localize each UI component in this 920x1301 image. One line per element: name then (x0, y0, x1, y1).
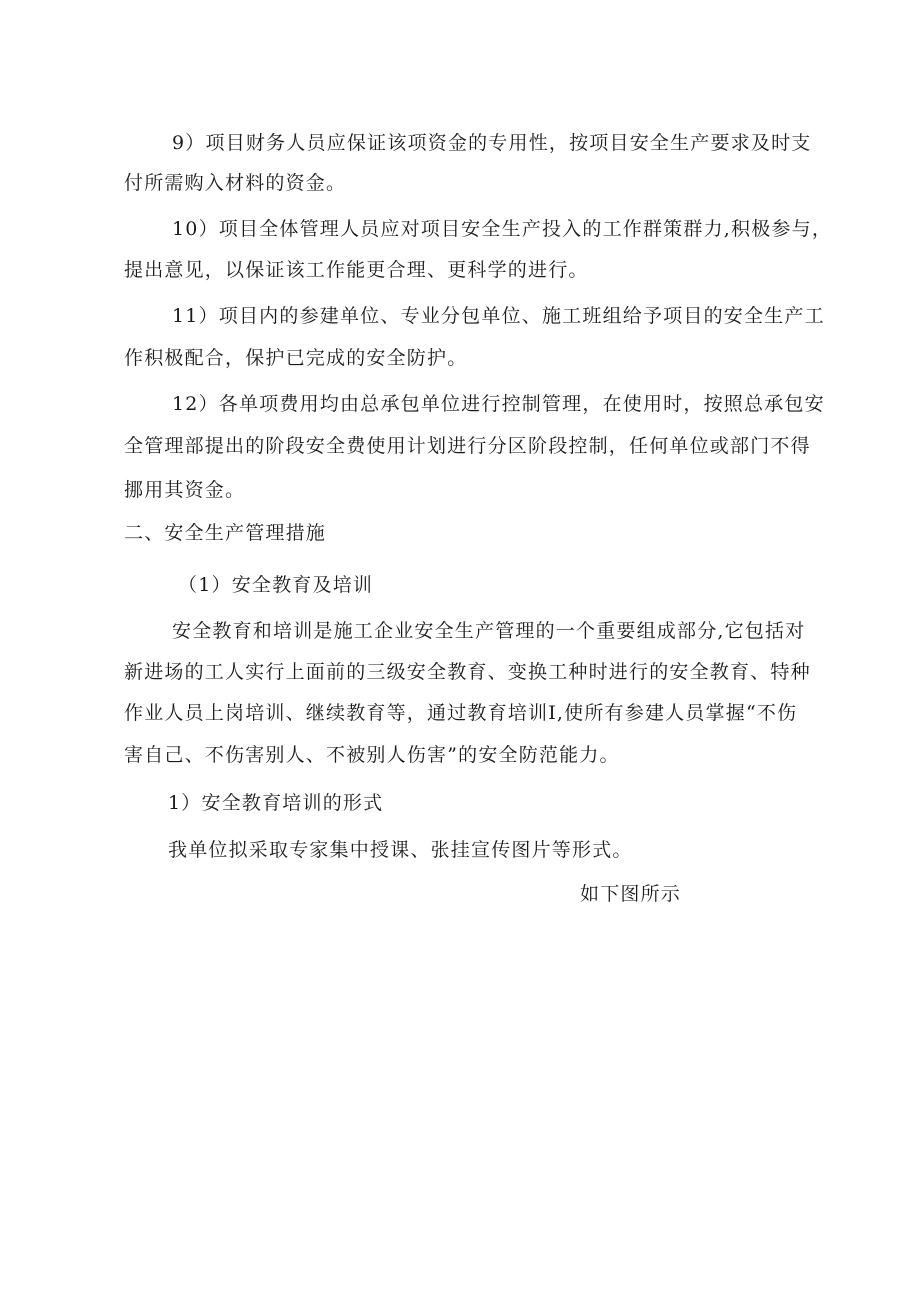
item-12-line-2: 全管理部提出的阶段安全费使用计划进行分区阶段控制，任何单位或部门不得 (124, 435, 811, 457)
item-11-line-2: 作积极配合，保护已完成的安全防护。 (124, 347, 468, 369)
item-9-line-1: 9）项目财务人员应保证该项资金的专用性，按项目安全生产要求及时支 (172, 132, 812, 154)
item-12-line-1: 12）各单项费用均由总承包单位进行控制管理，在使用时，按照总承包安 (172, 393, 825, 415)
education-line-2: 新进场的工人实行上面前的三级安全教育、变换工种时进行的安全教育、特种 (124, 661, 811, 683)
education-line-1: 安全教育和培训是施工企业安全生产管理的一个重要组成部分,它包括对 (172, 620, 806, 642)
form-heading: 1）安全教育培训的形式 (168, 792, 384, 814)
education-line-3: 作业人员上岗培训、继续教育等，通过教育培训I,使所有参建人员掌握“不伤 (124, 702, 798, 724)
item-10-line-2: 提出意见，以保证该工作能更合理、更科学的进行。 (124, 259, 589, 281)
form-text: 我单位拟采取专家集中授课、张挂宣传图片等形式。 (168, 839, 633, 861)
section-heading: 二、安全生产管理措施 (124, 522, 327, 544)
figure-note: 如下图所示 (580, 883, 682, 905)
item-11-line-1: 11）项目内的参建单位、专业分包单位、施工班组给予项目的安全生产工 (172, 305, 825, 327)
education-line-4: 害自己、不伤害别人、不被别人伤害”的安全防范能力。 (124, 744, 620, 766)
sub-heading: （1）安全教育及培训 (178, 574, 374, 596)
item-9-line-2: 付所需购入材料的资金。 (124, 172, 347, 194)
item-12-line-3: 挪用其资金。 (124, 479, 246, 501)
item-10-line-1: 10）项目全体管理人员应对项目安全生产投入的工作群策群力,积极参与， (172, 218, 833, 240)
